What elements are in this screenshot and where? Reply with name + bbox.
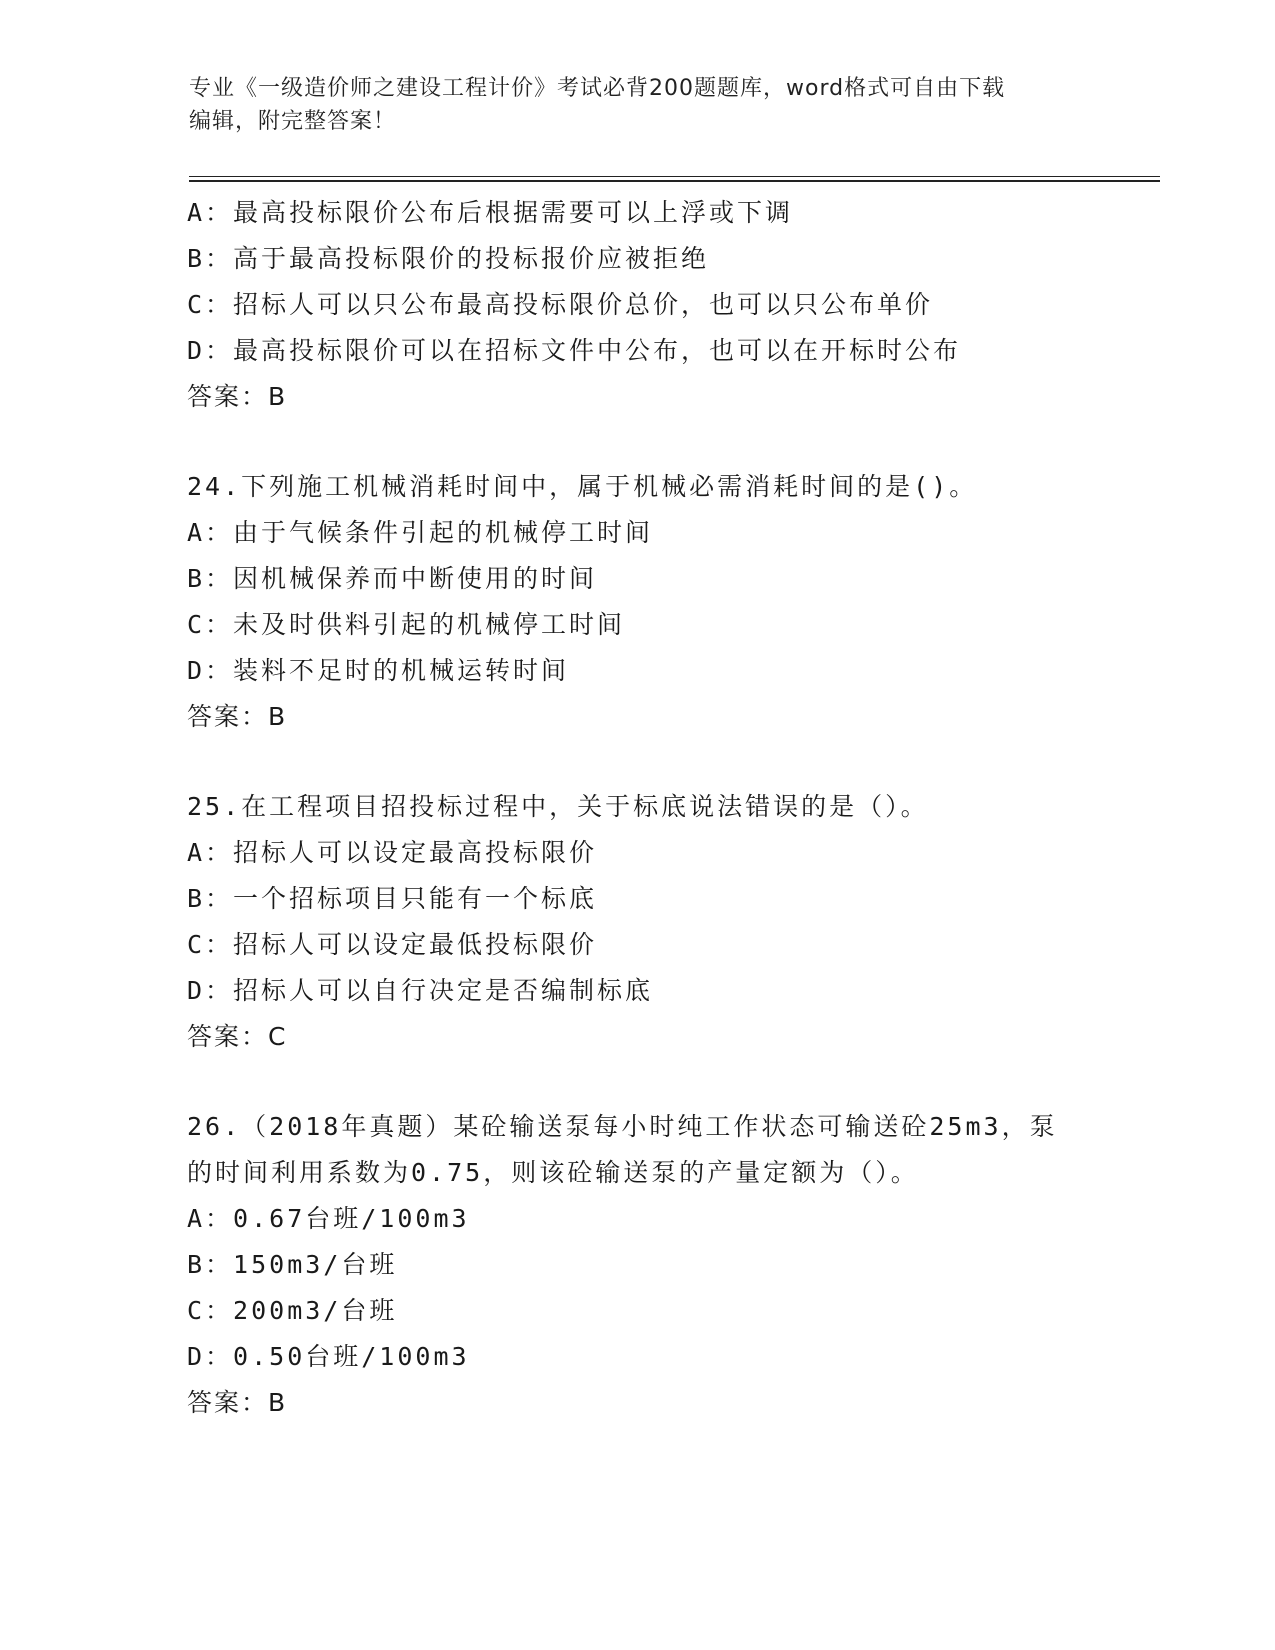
option-d: D：最高投标限价可以在招标文件中公布，也可以在开标时公布 (187, 336, 962, 365)
option-b: B：150m3/台班 (187, 1250, 398, 1279)
option-c: C：未及时供料引起的机械停工时间 (187, 610, 626, 639)
option-a: A：由于气候条件引起的机械停工时间 (187, 518, 654, 547)
question-list (187, 190, 1167, 1426)
option-d: D：0.50台班/100m3 (187, 1342, 470, 1371)
header-divider-thick (189, 180, 1160, 182)
answer: 答案：C (187, 1022, 288, 1051)
question-26 (187, 1104, 1167, 1426)
option-c: C：200m3/台班 (187, 1296, 398, 1325)
option-b: B：一个招标项目只能有一个标底 (187, 884, 598, 913)
answer: 答案：B (187, 1388, 288, 1417)
question-23-options (187, 190, 1167, 420)
question-24 (187, 464, 1167, 740)
option-a: A：最高投标限价公布后根据需要可以上浮或下调 (187, 198, 794, 227)
option-a: A：0.67台班/100m3 (187, 1204, 470, 1233)
question-stem: 24.下列施工机械消耗时间中，属于机械必需消耗时间的是()。 (187, 472, 978, 501)
answer: 答案：B (187, 382, 288, 411)
header-title-line-1: 专业《一级造价师之建设工程计价》考试必背200题题库，word格式可自由下载 (189, 76, 1006, 101)
spacer (187, 740, 1167, 784)
option-c: C：招标人可以设定最低投标限价 (187, 930, 598, 959)
option-d: D：招标人可以自行决定是否编制标底 (187, 976, 654, 1005)
question-stem: 25.在工程项目招投标过程中，关于标底说法错误的是（）。 (187, 792, 929, 821)
spacer (187, 1060, 1167, 1104)
answer: 答案：B (187, 702, 288, 731)
option-b: B：高于最高投标限价的投标报价应被拒绝 (187, 244, 710, 273)
document-header (189, 72, 1089, 138)
option-c: C：招标人可以只公布最高投标限价总价，也可以只公布单价 (187, 290, 934, 319)
question-stem-line-2: 的时间利用系数为0.75，则该砼输送泵的产量定额为（）。 (187, 1158, 919, 1187)
header-divider-thin (189, 176, 1160, 177)
spacer (187, 420, 1167, 464)
option-b: B：因机械保养而中断使用的时间 (187, 564, 598, 593)
question-stem-line-1: 26.（2018年真题）某砼输送泵每小时纯工作状态可输送砼25m3，泵 (187, 1112, 1058, 1141)
question-25 (187, 784, 1167, 1060)
header-title-line-2: 编辑，附完整答案！ (189, 109, 397, 134)
option-d: D：装料不足时的机械运转时间 (187, 656, 570, 685)
option-a: A：招标人可以设定最高投标限价 (187, 838, 598, 867)
